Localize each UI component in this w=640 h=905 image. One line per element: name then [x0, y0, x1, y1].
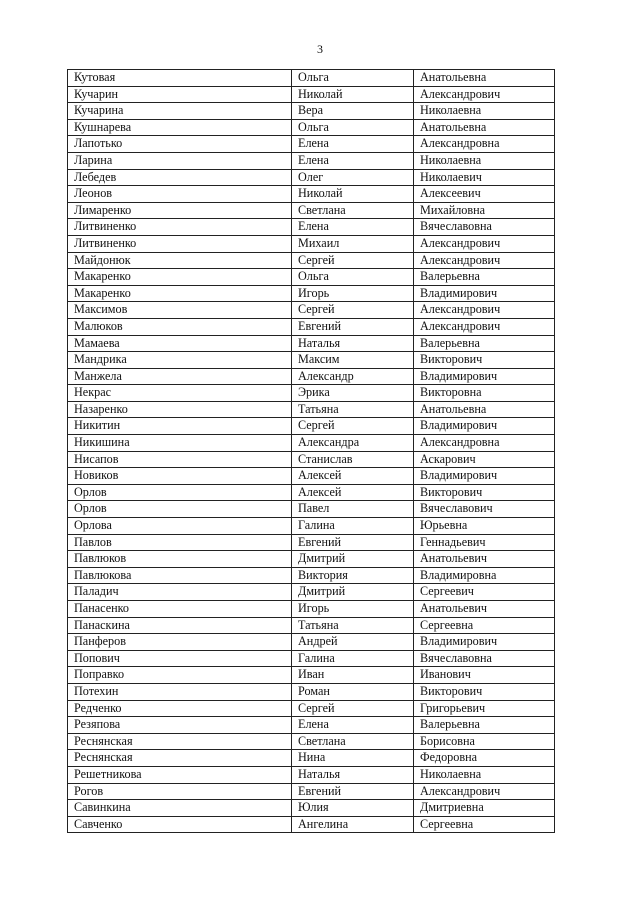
- table-row: [68, 169, 555, 186]
- first-name-cell: Ольга: [292, 70, 414, 87]
- first-name-cell: Алексей: [292, 468, 414, 485]
- table-row: [68, 800, 555, 817]
- first-name-cell: Ольга: [292, 119, 414, 136]
- surname-cell: Орлова: [68, 518, 292, 535]
- table-row: [68, 152, 555, 169]
- patronymic-cell: Геннадьевич: [414, 534, 555, 551]
- surname-cell: Кучарина: [68, 103, 292, 120]
- table-row: [68, 103, 555, 120]
- patronymic-cell: Анатольевна: [414, 401, 555, 418]
- patronymic-cell: Анатольевич: [414, 551, 555, 568]
- surname-cell: Максимов: [68, 302, 292, 319]
- first-name-cell: Вера: [292, 103, 414, 120]
- first-name-cell: Андрей: [292, 634, 414, 651]
- table-row: [68, 86, 555, 103]
- patronymic-cell: Дмитриевна: [414, 800, 555, 817]
- patronymic-cell: Викторовна: [414, 385, 555, 402]
- table-row: [68, 567, 555, 584]
- surname-cell: Леонов: [68, 186, 292, 203]
- patronymic-cell: Владимирович: [414, 418, 555, 435]
- first-name-cell: Виктория: [292, 567, 414, 584]
- names-table: [67, 69, 555, 833]
- first-name-cell: Сергей: [292, 700, 414, 717]
- table-row: [68, 136, 555, 153]
- surname-cell: Никишина: [68, 435, 292, 452]
- surname-cell: Мандрика: [68, 352, 292, 369]
- table-row: [68, 733, 555, 750]
- first-name-cell: Светлана: [292, 202, 414, 219]
- patronymic-cell: Александрович: [414, 783, 555, 800]
- patronymic-cell: Александрович: [414, 318, 555, 335]
- table-row: [68, 766, 555, 783]
- patronymic-cell: Вячеславовна: [414, 219, 555, 236]
- table-row: [68, 368, 555, 385]
- table-row: [68, 252, 555, 269]
- patronymic-cell: Аскарович: [414, 451, 555, 468]
- surname-cell: Новиков: [68, 468, 292, 485]
- table-row: [68, 518, 555, 535]
- surname-cell: Панасенко: [68, 601, 292, 618]
- patronymic-cell: Валерьевна: [414, 717, 555, 734]
- first-name-cell: Павел: [292, 501, 414, 518]
- surname-cell: Панферов: [68, 634, 292, 651]
- surname-cell: Литвиненко: [68, 219, 292, 236]
- surname-cell: Савинкина: [68, 800, 292, 817]
- table-row: [68, 501, 555, 518]
- table-row: [68, 650, 555, 667]
- table-row: [68, 683, 555, 700]
- surname-cell: Макаренко: [68, 285, 292, 302]
- surname-cell: Назаренко: [68, 401, 292, 418]
- patronymic-cell: Александровна: [414, 136, 555, 153]
- first-name-cell: Сергей: [292, 418, 414, 435]
- first-name-cell: Галина: [292, 518, 414, 535]
- surname-cell: Реснянская: [68, 750, 292, 767]
- table-row: [68, 584, 555, 601]
- table-row: [68, 601, 555, 618]
- first-name-cell: Галина: [292, 650, 414, 667]
- patronymic-cell: Сергеевна: [414, 816, 555, 833]
- surname-cell: Павлюков: [68, 551, 292, 568]
- table-row: [68, 235, 555, 252]
- patronymic-cell: Валерьевна: [414, 269, 555, 286]
- patronymic-cell: Михайловна: [414, 202, 555, 219]
- table-row: [68, 219, 555, 236]
- patronymic-cell: Николаевич: [414, 169, 555, 186]
- patronymic-cell: Владимировна: [414, 567, 555, 584]
- table-row: [68, 418, 555, 435]
- surname-cell: Панаскина: [68, 617, 292, 634]
- first-name-cell: Елена: [292, 136, 414, 153]
- surname-cell: Резяпова: [68, 717, 292, 734]
- patronymic-cell: Викторович: [414, 484, 555, 501]
- patronymic-cell: Иванович: [414, 667, 555, 684]
- first-name-cell: Николай: [292, 86, 414, 103]
- surname-cell: Лапотько: [68, 136, 292, 153]
- patronymic-cell: Владимирович: [414, 468, 555, 485]
- surname-cell: Лебедев: [68, 169, 292, 186]
- patronymic-cell: Александрович: [414, 252, 555, 269]
- patronymic-cell: Владимирович: [414, 368, 555, 385]
- first-name-cell: Николай: [292, 186, 414, 203]
- first-name-cell: Елена: [292, 717, 414, 734]
- patronymic-cell: Александрович: [414, 302, 555, 319]
- first-name-cell: Ангелина: [292, 816, 414, 833]
- table-row: [68, 484, 555, 501]
- first-name-cell: Дмитрий: [292, 551, 414, 568]
- surname-cell: Реснянская: [68, 733, 292, 750]
- table-row: [68, 202, 555, 219]
- names-table-body: [68, 70, 555, 833]
- patronymic-cell: Федоровна: [414, 750, 555, 767]
- surname-cell: Мамаева: [68, 335, 292, 352]
- surname-cell: Павлов: [68, 534, 292, 551]
- first-name-cell: Сергей: [292, 302, 414, 319]
- table-row: [68, 617, 555, 634]
- table-row: [68, 534, 555, 551]
- first-name-cell: Ольга: [292, 269, 414, 286]
- surname-cell: Некрас: [68, 385, 292, 402]
- surname-cell: Поправко: [68, 667, 292, 684]
- table-row: [68, 451, 555, 468]
- first-name-cell: Сергей: [292, 252, 414, 269]
- surname-cell: Орлов: [68, 484, 292, 501]
- patronymic-cell: Сергеевич: [414, 584, 555, 601]
- table-row: [68, 750, 555, 767]
- first-name-cell: Евгений: [292, 534, 414, 551]
- surname-cell: Кучарин: [68, 86, 292, 103]
- table-row: [68, 302, 555, 319]
- first-name-cell: Михаил: [292, 235, 414, 252]
- surname-cell: Литвиненко: [68, 235, 292, 252]
- patronymic-cell: Николаевна: [414, 103, 555, 120]
- table-row: [68, 285, 555, 302]
- surname-cell: Манжела: [68, 368, 292, 385]
- patronymic-cell: Валерьевна: [414, 335, 555, 352]
- surname-cell: Редченко: [68, 700, 292, 717]
- patronymic-cell: Анатольевна: [414, 119, 555, 136]
- patronymic-cell: Вячеславовна: [414, 650, 555, 667]
- first-name-cell: Максим: [292, 352, 414, 369]
- patronymic-cell: Владимирович: [414, 634, 555, 651]
- first-name-cell: Роман: [292, 683, 414, 700]
- first-name-cell: Иван: [292, 667, 414, 684]
- first-name-cell: Татьяна: [292, 617, 414, 634]
- patronymic-cell: Александрович: [414, 235, 555, 252]
- table-row: [68, 70, 555, 87]
- surname-cell: Потехин: [68, 683, 292, 700]
- table-row: [68, 352, 555, 369]
- first-name-cell: Светлана: [292, 733, 414, 750]
- table-row: [68, 385, 555, 402]
- patronymic-cell: Юрьевна: [414, 518, 555, 535]
- first-name-cell: Юлия: [292, 800, 414, 817]
- surname-cell: Паладич: [68, 584, 292, 601]
- first-name-cell: Евгений: [292, 318, 414, 335]
- first-name-cell: Александр: [292, 368, 414, 385]
- surname-cell: Павлюкова: [68, 567, 292, 584]
- surname-cell: Кутовая: [68, 70, 292, 87]
- first-name-cell: Елена: [292, 152, 414, 169]
- first-name-cell: Евгений: [292, 783, 414, 800]
- patronymic-cell: Николаевна: [414, 766, 555, 783]
- table-row: [68, 119, 555, 136]
- table-row: [68, 717, 555, 734]
- patronymic-cell: Григорьевич: [414, 700, 555, 717]
- surname-cell: Майдонюк: [68, 252, 292, 269]
- table-row: [68, 186, 555, 203]
- surname-cell: Орлов: [68, 501, 292, 518]
- table-row: [68, 667, 555, 684]
- patronymic-cell: Сергеевна: [414, 617, 555, 634]
- patronymic-cell: Николаевна: [414, 152, 555, 169]
- first-name-cell: Дмитрий: [292, 584, 414, 601]
- table-row: [68, 318, 555, 335]
- table-row: [68, 783, 555, 800]
- patronymic-cell: Александровна: [414, 435, 555, 452]
- surname-cell: Нисапов: [68, 451, 292, 468]
- surname-cell: Кушнарева: [68, 119, 292, 136]
- first-name-cell: Наталья: [292, 766, 414, 783]
- first-name-cell: Олег: [292, 169, 414, 186]
- surname-cell: Макаренко: [68, 269, 292, 286]
- table-row: [68, 468, 555, 485]
- first-name-cell: Игорь: [292, 285, 414, 302]
- first-name-cell: Игорь: [292, 601, 414, 618]
- page-number: 3: [317, 42, 323, 56]
- first-name-cell: Елена: [292, 219, 414, 236]
- first-name-cell: Татьяна: [292, 401, 414, 418]
- table-row: [68, 816, 555, 833]
- patronymic-cell: Александрович: [414, 86, 555, 103]
- first-name-cell: Нина: [292, 750, 414, 767]
- table-row: [68, 401, 555, 418]
- patronymic-cell: Вячеславович: [414, 501, 555, 518]
- surname-cell: Никитин: [68, 418, 292, 435]
- patronymic-cell: Викторович: [414, 352, 555, 369]
- table-row: [68, 634, 555, 651]
- table-row: [68, 269, 555, 286]
- first-name-cell: Наталья: [292, 335, 414, 352]
- surname-cell: Рогов: [68, 783, 292, 800]
- table-row: [68, 435, 555, 452]
- table-row: [68, 335, 555, 352]
- table-row: [68, 551, 555, 568]
- first-name-cell: Эрика: [292, 385, 414, 402]
- surname-cell: Ларина: [68, 152, 292, 169]
- patronymic-cell: Анатольевич: [414, 601, 555, 618]
- surname-cell: Попович: [68, 650, 292, 667]
- first-name-cell: Александра: [292, 435, 414, 452]
- patronymic-cell: Владимирович: [414, 285, 555, 302]
- surname-cell: Савченко: [68, 816, 292, 833]
- surname-cell: Малюков: [68, 318, 292, 335]
- first-name-cell: Алексей: [292, 484, 414, 501]
- patronymic-cell: Викторович: [414, 683, 555, 700]
- table-row: [68, 700, 555, 717]
- patronymic-cell: Анатольевна: [414, 70, 555, 87]
- patronymic-cell: Борисовна: [414, 733, 555, 750]
- patronymic-cell: Алексеевич: [414, 186, 555, 203]
- surname-cell: Лимаренко: [68, 202, 292, 219]
- first-name-cell: Станислав: [292, 451, 414, 468]
- surname-cell: Решетникова: [68, 766, 292, 783]
